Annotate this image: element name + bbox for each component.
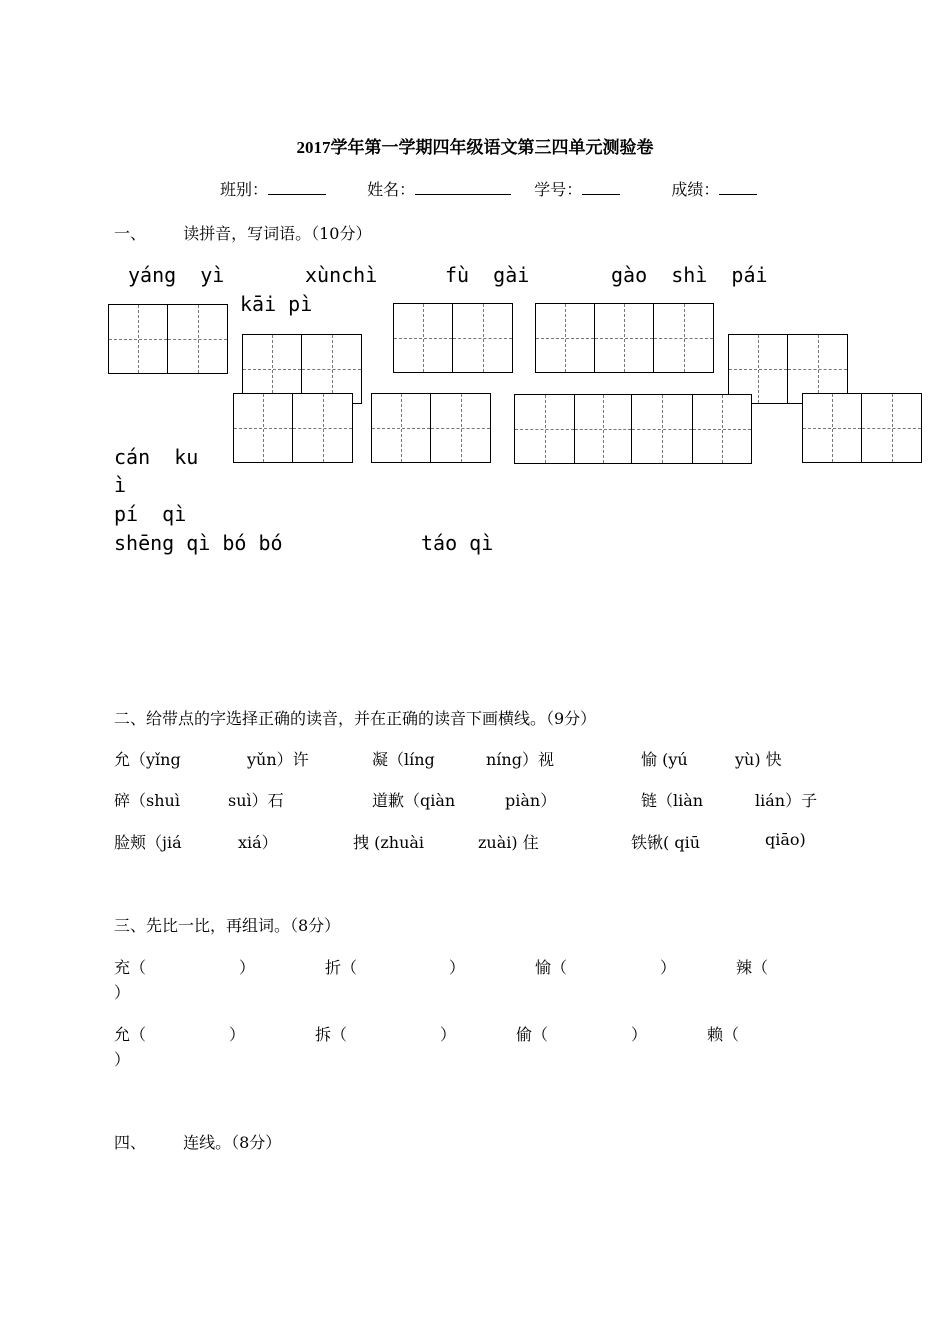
compare-la: 辣（ — [736, 958, 769, 977]
section4-heading — [114, 1130, 281, 1153]
choice-ning-b[interactable]: níng）视 — [486, 750, 554, 769]
choice-jia-b[interactable]: xiá） — [238, 833, 278, 852]
section3-heading: 三、先比一比，再组词。（8分） — [114, 916, 341, 935]
compare-lai: 赖（ — [707, 1025, 740, 1044]
compare-yu: 愉（ — [535, 958, 568, 977]
choice-yun-b[interactable]: yǔn）许 — [247, 750, 309, 769]
choice-qiu-b[interactable]: qiāo) — [765, 830, 806, 849]
pinyin-fugai: fù gài — [445, 263, 530, 287]
id-label: 学号： — [534, 180, 583, 199]
writing-grid[interactable] — [535, 303, 714, 373]
writing-grid[interactable] — [371, 393, 491, 463]
choice-lian-b[interactable]: lián）子 — [755, 791, 818, 810]
pinyin-xunchi: xùnchì — [305, 263, 378, 287]
compare-zhe: 折（ — [325, 958, 358, 977]
choice-yun-a[interactable]: 允（yǐng — [114, 750, 181, 769]
choice-lian-a[interactable]: 链（liàn — [641, 791, 704, 810]
compare-zhe-close: ） — [449, 958, 466, 977]
writing-grid[interactable] — [802, 393, 922, 463]
compare-yun: 允（ — [114, 1025, 147, 1044]
choice-yu-a[interactable]: 愉 (yú — [641, 750, 688, 769]
section1-number: 一、 — [114, 224, 147, 243]
pinyin-cankui-tail: ì — [114, 473, 127, 497]
compare-yun-close: ） — [229, 1025, 246, 1044]
compare-chai-close: ） — [440, 1025, 457, 1044]
choice-zhuai-b[interactable]: zuài) 住 — [478, 833, 539, 852]
writing-grid[interactable] — [108, 304, 228, 374]
id-blank[interactable] — [582, 180, 620, 195]
choice-jia-a[interactable]: 脸颊（jiá — [114, 833, 182, 852]
compare-chai: 拆（ — [315, 1025, 348, 1044]
choice-qian-a[interactable]: 道歉（qiàn — [372, 791, 456, 810]
pinyin-piqi: pí qì — [114, 502, 187, 526]
name-blank[interactable] — [415, 180, 511, 195]
section4-text: 连线。（8分） — [183, 1133, 282, 1152]
pinyin-shengqibobo: shēng qì bó bó — [114, 531, 283, 555]
compare-tou-close: ） — [631, 1025, 648, 1044]
student-info-line — [220, 177, 757, 200]
writing-grid[interactable] — [393, 303, 513, 373]
choice-zhuai-a[interactable]: 拽 (zhuài — [353, 833, 425, 852]
section1-text: 读拼音，写词语。（10分） — [183, 224, 372, 243]
writing-grid[interactable] — [514, 394, 752, 464]
choice-ning-a[interactable]: 凝（líng — [372, 750, 435, 769]
compare-row-wrap: ） — [114, 1050, 131, 1069]
section1-heading — [114, 221, 371, 244]
compare-chong: 充（ — [114, 958, 147, 977]
choice-sui-b[interactable]: suì）石 — [228, 791, 284, 810]
score-blank[interactable] — [719, 180, 757, 195]
choice-yu-b[interactable]: yù) 快 — [735, 750, 782, 769]
pinyin-cankui: cán ku — [114, 445, 199, 469]
compare-tou: 偷（ — [516, 1025, 549, 1044]
writing-grid[interactable] — [233, 393, 353, 463]
pinyin-taoqi: táo qì — [421, 531, 494, 555]
choice-sui-a[interactable]: 碎（shuì — [114, 791, 180, 810]
compare-row-wrap: ） — [114, 983, 131, 1002]
compare-chong-close: ） — [239, 958, 256, 977]
pinyin-yangyi: yáng yì — [128, 263, 225, 287]
choice-qian-b[interactable]: piàn） — [505, 791, 557, 810]
page-title: 2017学年第一学期四年级语文第三四单元测验卷 — [296, 138, 654, 157]
section4-number: 四、 — [114, 1133, 147, 1152]
score-label: 成绩： — [671, 180, 720, 199]
pinyin-gaoshipai: gào shì pái — [611, 263, 768, 287]
name-label: 姓名： — [367, 180, 416, 199]
class-label: 班别： — [220, 180, 269, 199]
pinyin-kaipi: kāi pì — [240, 292, 313, 316]
choice-qiu-a[interactable]: 铁锹( qiū — [631, 833, 700, 852]
compare-yu-close: ） — [660, 958, 677, 977]
class-blank[interactable] — [268, 180, 326, 195]
section2-heading: 二、给带点的字选择正确的读音，并在正确的读音下画横线。（9分） — [114, 709, 597, 728]
